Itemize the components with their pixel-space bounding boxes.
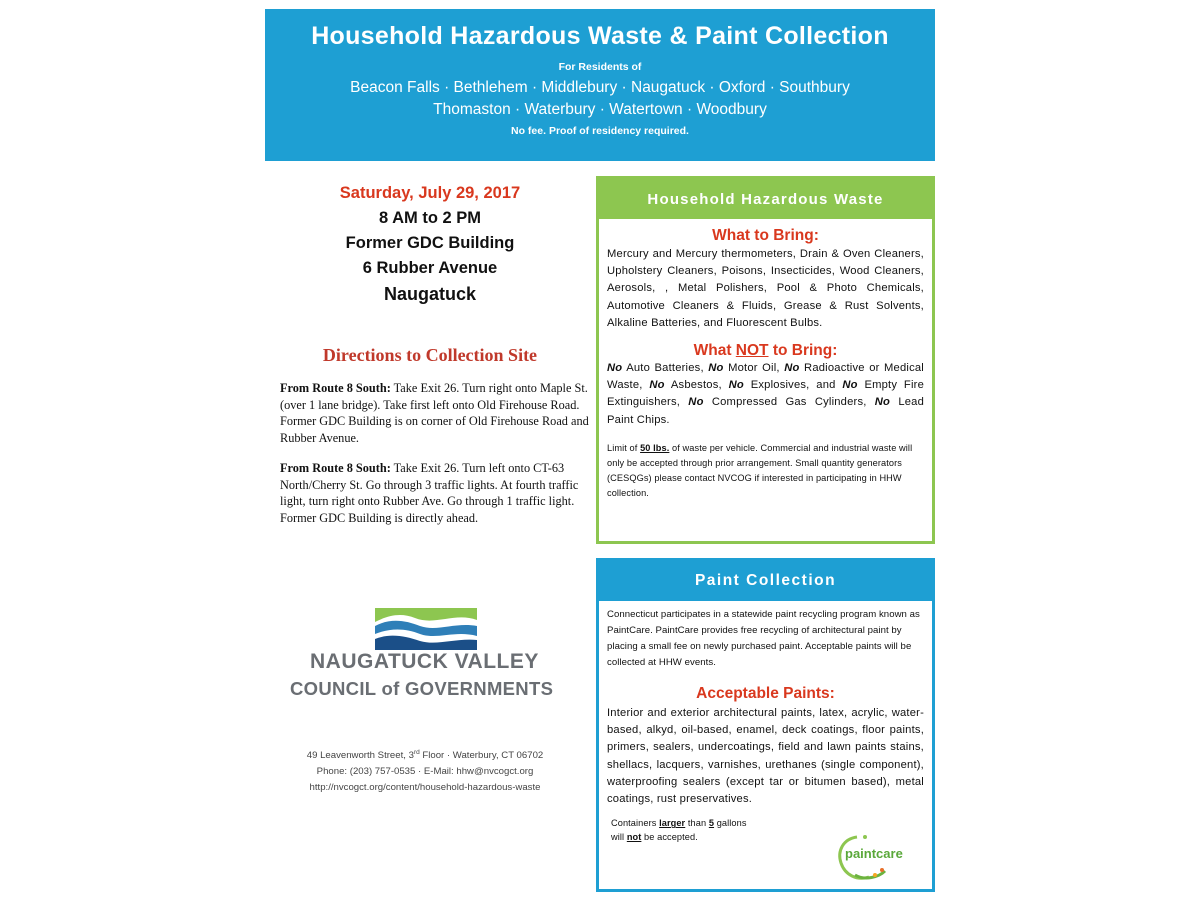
logo-line-2: COUNCIL of GOVERNMENTS <box>290 678 554 699</box>
not-item: Radioactive or Medical Waste, <box>607 362 924 392</box>
hhw-box <box>596 176 935 544</box>
no-marker: No <box>842 379 858 392</box>
event-date: Saturday, July 29, 2017 <box>339 184 521 202</box>
directions-paragraph-2 <box>280 460 592 526</box>
containers-note <box>611 816 811 844</box>
cont-h: be accepted. <box>641 832 698 843</box>
not-item: Empty Fire Extinguishers, <box>607 379 924 409</box>
limit-note <box>607 441 924 501</box>
logo-line-1: NAUGATUCK VALLEY <box>310 650 539 673</box>
not-title-not: NOT <box>735 342 769 360</box>
paint-intro: Connecticut participates in a statewide paint recycling program known as PaintCare. PaintCare provides free recycling of architectural paint by placing a small fee on newly purchased paint. Acceptable paints will be collected at HHW events. <box>607 609 920 668</box>
what-not-to-bring-title <box>599 342 932 360</box>
cont-f: will <box>611 832 627 843</box>
no-marker: No <box>688 396 704 409</box>
no-marker: No <box>728 379 744 392</box>
paintcare-text: paintcare <box>845 846 903 861</box>
not-item: Explosives, and <box>743 379 843 392</box>
limit-c: of waste per vehicle. Commercial and industrial waste will only be accepted through prior arrangement. Small quantity generators (CESQGs) please contact NVCOG if interested in participating in HHW collection. <box>607 442 913 498</box>
event-details <box>268 184 592 305</box>
no-marker: No <box>607 362 623 375</box>
not-title-c: to Bring: <box>768 342 838 360</box>
directions-title: Directions to Collection Site <box>322 345 538 365</box>
no-marker: No <box>649 379 665 392</box>
contact-phone-email: Phone: (203) 757-0535 · E-Mail: hhw@nvcogct.org <box>316 766 534 778</box>
not-item: Lead Paint Chips. <box>607 396 925 426</box>
left-column <box>268 176 592 526</box>
what-to-bring-title: What to Bring: <box>712 227 819 244</box>
directions-label-1: From Route 8 South: <box>280 381 391 395</box>
contact-info <box>270 745 580 796</box>
acceptable-paints-title: Acceptable Paints: <box>696 685 835 702</box>
contact-address-sup: rd <box>413 749 420 756</box>
event-town: Naugatuck <box>383 284 477 304</box>
contact-url: http://nvcogct.org/content/household-hazardous-waste <box>309 782 541 794</box>
directions-paragraph-1 <box>280 380 592 446</box>
cont-c: than <box>685 818 709 829</box>
paintcare-logo <box>835 831 925 883</box>
no-marker: No <box>708 362 724 375</box>
what-to-bring-text: Mercury and Mercury thermometers, Drain & Oven Cleaners, Upholstery Cleaners, Poisons, Insecticides, Wood Cleaners, Aerosols, , Metal Polishers, Pool & Photo Chemicals, Automotive Cleaners & Fluids, Grease & Rust Solvents, Alkaline Batteries, and Fluorescent Bulbs. <box>607 248 924 329</box>
directions-label-2: From Route 8 South: <box>280 461 391 475</box>
cont-e: gallons <box>714 818 747 829</box>
header-banner <box>265 9 935 161</box>
no-marker: No <box>784 362 800 375</box>
event-building: Former GDC Building <box>345 234 515 252</box>
directions-text-2: Take Exit 26. Turn left onto CT-63 North/Cherry St. Go through 3 traffic lights. At fourth traffic light, turn right onto Rubber Ave. Go through 1 traffic light. Former GDC Building is directly ahead. <box>280 461 579 525</box>
event-time: 8 AM to 2 PM <box>378 209 482 227</box>
what-not-to-bring-text <box>607 360 924 429</box>
event-address: 6 Rubber Avenue <box>362 259 498 277</box>
acceptable-paints-text: Interior and exterior architectural paints, latex, acrylic, water-based, alkyd, oil-based, enamel, deck coatings, floor paints, primers, sealers, undercoatings, field and lawn paints stains, shellacs, lacquers, varnishes, urethanes (single component), waterproofing sealers (except tar or bitumen based), metal coatings, rust preservatives. <box>607 707 924 806</box>
paint-box <box>596 558 935 892</box>
fee-note: No fee. Proof of residency required. <box>511 125 689 137</box>
page-title: Household Hazardous Waste & Paint Collection <box>311 22 889 50</box>
nvcog-logo <box>270 598 580 708</box>
cont-five: 5 <box>708 818 715 829</box>
not-item: Motor Oil, <box>723 362 785 375</box>
not-item: Auto Batteries, <box>622 362 709 375</box>
cont-larger: larger <box>659 818 686 829</box>
contact-address-a: 49 Leavenworth Street, 3 <box>306 750 414 762</box>
towns-line-2: Thomaston · Waterbury · Watertown · Woodbury <box>433 101 767 118</box>
hhw-header: Household Hazardous Waste <box>599 179 932 219</box>
contact-address <box>270 745 580 764</box>
not-item: Compressed Gas Cylinders, <box>703 396 875 409</box>
nvcog-wave-icon <box>375 606 477 652</box>
towns-line-1: Beacon Falls · Bethlehem · Middlebury · Naugatuck · Oxford · Southbury <box>350 79 850 96</box>
cont-not: not <box>626 832 642 843</box>
contact-address-b: Floor · Waterbury, CT 06702 <box>419 750 544 762</box>
cont-a: Containers <box>611 818 660 829</box>
not-title-a: What <box>693 342 736 360</box>
limit-amount: 50 lbs. <box>640 442 670 453</box>
no-marker: No <box>874 396 891 409</box>
paint-header: Paint Collection <box>599 561 932 601</box>
not-item: Asbestos, <box>664 379 729 392</box>
towns-list <box>265 77 935 121</box>
limit-a: Limit of <box>607 442 641 453</box>
for-residents-label: For Residents of <box>558 61 642 73</box>
directions-text-1: Take Exit 26. Turn right onto Maple St. (over 1 lane bridge). Take first left onto Old Firehouse Road. Former GDC Building is on corner of Old Firehouse Road and Rubber Avenue. <box>280 381 589 445</box>
